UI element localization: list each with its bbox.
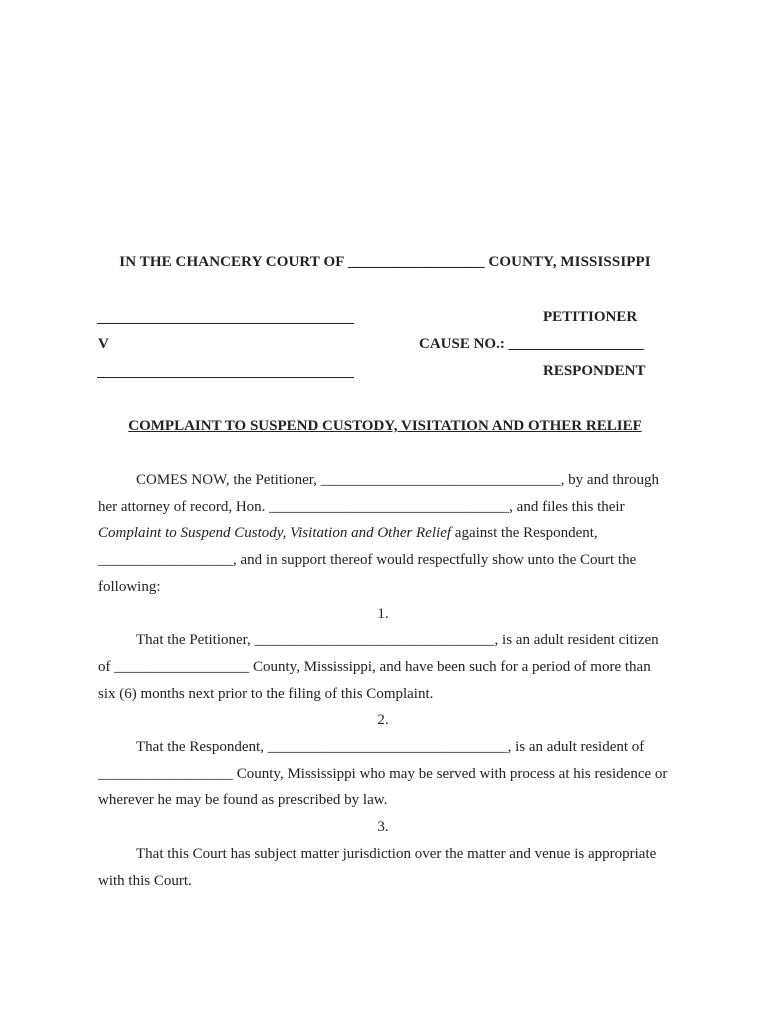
- petitioner-name-line: [97, 323, 354, 324]
- complaint-body: [98, 467, 668, 894]
- intro-text-1: COMES NOW, the Petitioner, ________________________________, by and through her attorney of record, Hon. ________________________________, and files this their: [98, 472, 659, 515]
- paragraph-2: That the Respondent, ________________________________, is an adult resident of __________________ County, Mississippi who may be served with process at his residence or wherever he may be found as prescribed by law.: [98, 739, 668, 809]
- complaint-title: COMPLAINT TO SUSPEND CUSTODY, VISITATION AND OTHER RELIEF: [128, 418, 642, 434]
- paragraph-number-2: 2.: [377, 712, 389, 729]
- court-header: IN THE CHANCERY COURT OF __________________ COUNTY, MISSISSIPPI: [119, 254, 651, 270]
- petitioner-label: PETITIONER: [543, 309, 638, 325]
- intro-italic-title: Complaint to Suspend Custody, Visitation and Other Relief: [98, 525, 452, 542]
- intro-text-2: against the Respondent, __________________, and in support thereof would respectfully show unto the Court the following:: [98, 525, 637, 595]
- versus-label: V: [98, 336, 109, 352]
- paragraph-number-3: 3.: [377, 819, 389, 836]
- respondent-label: RESPONDENT: [543, 363, 646, 379]
- intro-paragraph: [98, 467, 668, 601]
- cause-number: CAUSE NO.: __________________: [419, 336, 644, 352]
- paragraph-3: That this Court has subject matter jurisdiction over the matter and venue is appropriate with this Court.: [98, 845, 657, 889]
- respondent-name-line: [97, 377, 354, 378]
- paragraph-number-1: 1.: [377, 605, 389, 622]
- paragraph-1: That the Petitioner, ________________________________, is an adult resident citizen of __________________ County, Mississippi, and have been such for a period of more than six (6) months next prior to the filing of this Complaint.: [98, 632, 659, 702]
